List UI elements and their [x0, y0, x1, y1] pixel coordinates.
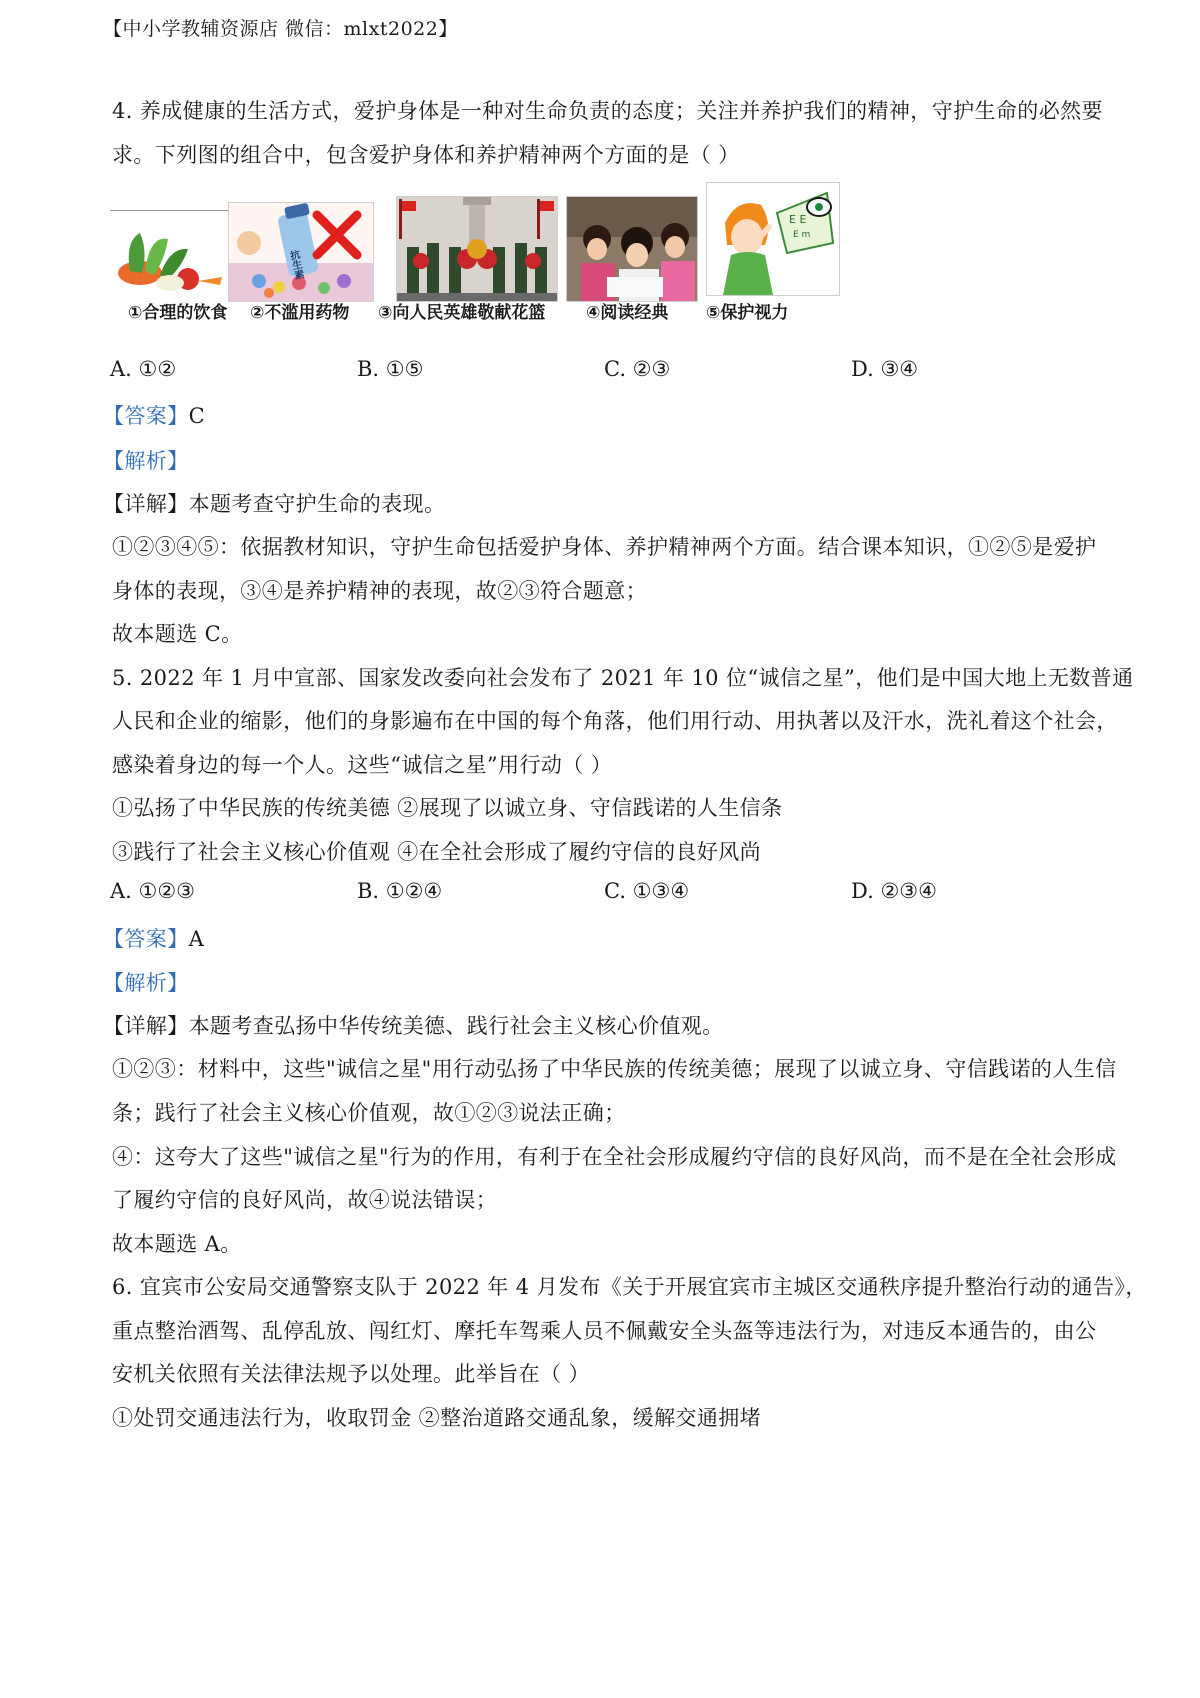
eye-care-image — [706, 182, 840, 296]
figure-caption-2: ②不滥用药物 — [250, 303, 350, 323]
q4-conclusion: 故本题选 C。 — [112, 622, 243, 646]
figure-caption-4: ④阅读经典 — [586, 303, 669, 323]
figure-caption-5: ⑤保护视力 — [706, 303, 789, 323]
monument-ceremony-image — [396, 196, 558, 302]
medicine-image — [228, 202, 374, 302]
q5-answer: A — [188, 927, 205, 951]
vegetables-image — [110, 210, 228, 301]
q6-stem-line-2: 重点整治酒驾、乱停乱放、闯红灯、摩托车驾乘人员不佩戴安全头盔等违法行为，对违反本通告的，由公 — [112, 1319, 1097, 1343]
q4-explanation-line-1: ①②③④⑤：依据教材知识，守护生命包括爱护身体、养护精神两个方面。结合课本知识，①②⑤是爱护 — [112, 535, 1097, 559]
q5-stem-line-3: 感染着身边的每一个人。这些“诚信之星”用行动（ ） — [112, 753, 613, 777]
q5-detail: 【详解】本题考查弘扬中华传统美德、践行社会主义核心价值观。 — [103, 1014, 724, 1038]
figure-caption-1: ①合理的饮食 — [128, 303, 228, 323]
q5-items-line-2: ③践行了社会主义核心价值观 ④在全社会形成了履约守信的良好风尚 — [112, 840, 762, 864]
q5-answer-line — [103, 923, 204, 953]
figure-caption-3: ③向人民英雄敬献花篮 — [378, 303, 546, 323]
reading-image — [566, 196, 698, 302]
q5-stem-line-1: 5. 2022 年 1 月中宣部、国家发改委向社会发布了 2021 年 10 位“诚信之星”，他们是中国大地上无数普通 — [112, 666, 1134, 690]
q4-detail: 【详解】本题考查守护生命的表现。 — [103, 492, 446, 516]
q5-stem-line-2: 人民和企业的缩影，他们的身影遍布在中国的每个角落，他们用行动、用执著以及汗水，洗礼着这个社会， — [112, 709, 1118, 733]
q5-analysis-tag: 【解析】 — [103, 971, 189, 995]
pill-bottle-label: 抗生素 — [286, 249, 304, 281]
svg-text:E E: E E — [789, 213, 807, 226]
q5-option-a: A. ①②③ — [110, 879, 195, 903]
q4-stem-line-1: 4. 养成健康的生活方式，爱护身体是一种对生命负责的态度；关注并养护我们的精神，守护生命的必然要 — [112, 99, 1103, 123]
answer-tag: 【答案】 — [103, 927, 189, 951]
q6-items-line-1: ①处罚交通违法行为，收取罚金 ②整治道路交通乱象，缓解交通拥堵 — [112, 1406, 762, 1430]
q5-explanation-line-2: 条；践行了社会主义核心价值观，故①②③说法正确； — [112, 1101, 626, 1125]
q5-explanation-line-3: ④：这夸大了这些"诚信之星"行为的作用，有利于在全社会形成履约守信的良好风尚，而不是在全社会形成 — [112, 1145, 1117, 1169]
q4-answer: C — [188, 404, 206, 428]
q6-stem-line-1: 6. 宜宾市公安局交通警察支队于 2022 年 4 月发布《关于开展宜宾市主城区交通秩序提升整治行动的通告》， — [112, 1275, 1147, 1299]
q5-option-d: D. ②③④ — [851, 879, 937, 903]
q4-stem-line-2: 求。下列图的组合中，包含爱护身体和养护精神两个方面的是（ ） — [112, 143, 740, 167]
q4-figure-row — [110, 196, 922, 346]
watermark-header: 【中小学教辅资源店 微信：mlxt2022】 — [103, 18, 458, 40]
q4-explanation-line-2: 身体的表现，③④是养护精神的表现，故②③符合题意； — [112, 579, 647, 603]
answer-tag: 【答案】 — [103, 404, 189, 428]
q5-explanation-line-4: 了履约守信的良好风尚，故④说法错误； — [112, 1188, 498, 1212]
q4-analysis-tag: 【解析】 — [103, 449, 189, 473]
q5-explanation-line-1: ①②③：材料中，这些"诚信之星"用行动弘扬了中华民族的传统美德；展现了以诚立身、守信践诺的人生信 — [112, 1057, 1117, 1081]
q4-option-b: B. ①⑤ — [357, 357, 424, 381]
q5-option-b: B. ①②④ — [357, 879, 443, 903]
q5-option-c: C. ①③④ — [604, 879, 690, 903]
q4-option-d: D. ③④ — [851, 357, 919, 381]
q6-stem-line-3: 安机关依照有关法律法规予以处理。此举旨在（ ） — [112, 1362, 590, 1386]
q5-items-line-1: ①弘扬了中华民族的传统美德 ②展现了以诚立身、守信践诺的人生信条 — [112, 796, 783, 820]
q4-option-c: C. ②③ — [604, 357, 671, 381]
q5-conclusion: 故本题选 A。 — [112, 1232, 242, 1256]
svg-text:E m: E m — [793, 230, 811, 240]
q4-answer-line — [103, 400, 205, 430]
q4-option-a: A. ①② — [110, 357, 177, 381]
